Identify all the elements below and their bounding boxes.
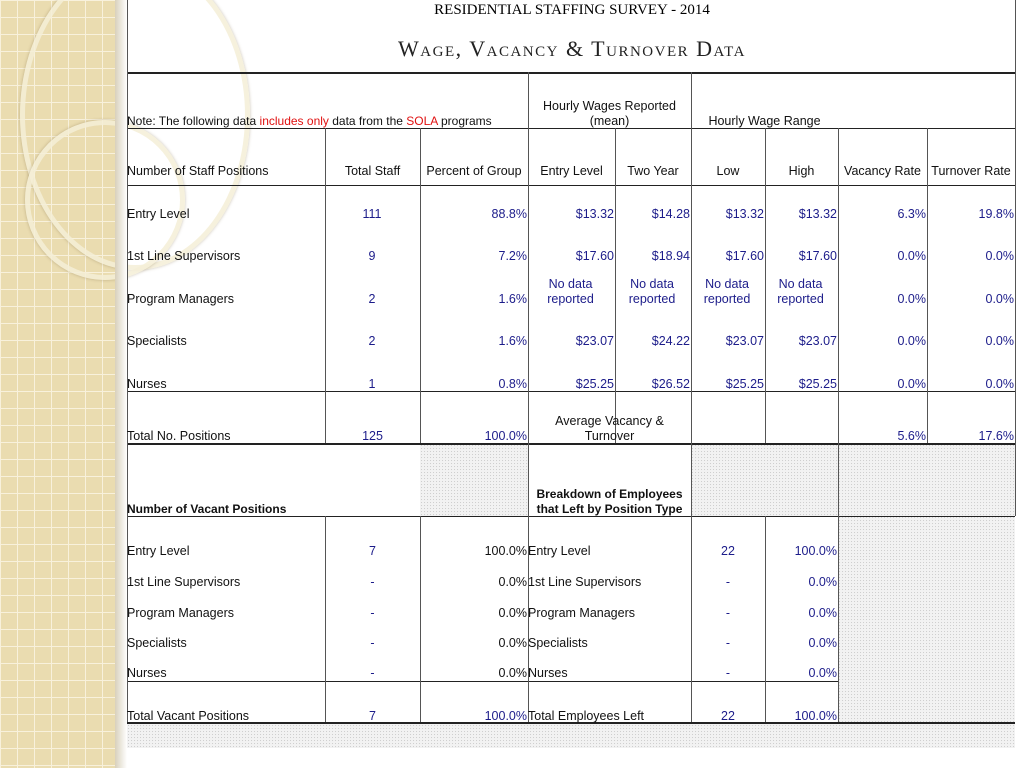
left-label: 1st Line Supervisors: [528, 575, 642, 589]
note-text: data from the: [328, 114, 407, 128]
row-label: Entry Level: [127, 207, 190, 221]
column-header: Low: [716, 164, 740, 178]
total-label: Total No. Positions: [127, 429, 231, 443]
left-total-count: 22: [721, 709, 735, 723]
data-cell: $14.28: [651, 207, 690, 221]
vacant-label: 1st Line Supervisors: [127, 575, 241, 589]
left-label: Program Managers: [528, 606, 635, 620]
data-cell: 7.2%: [498, 249, 527, 263]
grid-line: [127, 185, 1015, 186]
data-cell: 88.8%: [491, 207, 527, 221]
no-data-cell: No data reported: [628, 277, 676, 306]
data-cell: $23.07: [798, 334, 837, 348]
vacant-percent: 0.0%: [498, 575, 527, 589]
no-data-cell: No data reported: [547, 277, 594, 306]
vacant-label: Nurses: [127, 666, 167, 680]
page-title: Wage, Vacancy & Turnover Data: [398, 36, 746, 61]
vacant-count: 7: [369, 544, 376, 558]
vacant-total-percent: 100.0%: [484, 709, 527, 723]
column-header: Vacancy Rate: [844, 164, 921, 178]
left-percent: 0.0%: [808, 606, 837, 620]
data-cell: 0.0%: [985, 334, 1014, 348]
grid-line: [691, 443, 692, 516]
vacant-label: Program Managers: [127, 606, 234, 620]
vacant-count: -: [370, 606, 375, 620]
note-text: programs: [437, 114, 492, 128]
data-cell: $23.07: [575, 334, 614, 348]
note-highlight: SOLA: [406, 114, 438, 128]
data-cell: $17.60: [575, 249, 614, 263]
data-cell: 0.0%: [897, 292, 926, 306]
no-data-cell: No data reported: [703, 277, 751, 306]
data-cell: 0.8%: [498, 377, 527, 391]
left-percent: 0.0%: [808, 575, 837, 589]
column-header: Entry Level: [540, 164, 603, 178]
vacant-total-count: 7: [369, 709, 376, 723]
survey-title: RESIDENTIAL STAFFING SURVEY - 2014: [434, 2, 710, 18]
left-count: -: [725, 575, 731, 589]
vacant-label: Entry Level: [127, 544, 190, 558]
column-header: Number of Staff Positions: [127, 164, 269, 178]
row-label: Nurses: [127, 377, 167, 391]
data-cell: 0.0%: [897, 249, 926, 263]
column-header: Total Staff: [344, 164, 401, 178]
total-staff: 125: [362, 429, 383, 443]
vacant-label: Specialists: [127, 636, 187, 650]
left-percent: 100.0%: [794, 544, 837, 558]
note-highlight: includes only: [259, 114, 329, 128]
data-cell: 2: [368, 334, 376, 348]
data-cell: $13.32: [798, 207, 837, 221]
data-cell: $25.25: [725, 377, 764, 391]
data-cell: $26.52: [651, 377, 690, 391]
vacant-percent: 100.0%: [484, 544, 527, 558]
data-cell: 1.6%: [498, 292, 527, 306]
vacant-total-label: Total Vacant Positions: [127, 709, 250, 723]
row-label: Program Managers: [127, 292, 234, 306]
data-cell: $13.32: [575, 207, 614, 221]
vacant-title: Number of Vacant Positions: [127, 502, 287, 516]
spreadsheet: [127, 0, 1017, 750]
data-cell: 0.0%: [897, 334, 926, 348]
left-count: 22: [721, 544, 735, 558]
data-cell: 111: [362, 207, 382, 221]
data-cell: $13.32: [725, 207, 764, 221]
average-label: Average Vacancy &: [555, 414, 664, 428]
column-header: Percent of Group: [426, 164, 522, 178]
vacant-percent: 0.0%: [498, 636, 527, 650]
data-cell: 0.0%: [985, 249, 1014, 263]
left-label: Nurses: [528, 666, 568, 680]
data-cell: $17.60: [798, 249, 837, 263]
column-header: High: [788, 164, 815, 178]
hourly-wages-subheader: (mean): [589, 114, 630, 128]
wage-range-header: Hourly Wage Range: [708, 114, 821, 128]
data-cell: 6.3%: [897, 207, 926, 221]
no-data-cell: No data reported: [777, 277, 824, 306]
left-label: Specialists: [528, 636, 588, 650]
row-label: 1st Line Supervisors: [127, 249, 241, 263]
left-count: -: [725, 636, 731, 650]
left-total-label: Total Employees Left: [528, 709, 645, 723]
decorative-background: [0, 0, 115, 768]
data-cell: $23.07: [725, 334, 764, 348]
vacant-count: -: [370, 636, 375, 650]
gray-fill: [127, 724, 1015, 748]
left-title: Breakdown of Employees: [536, 487, 683, 501]
data-cell: $25.25: [575, 377, 614, 391]
data-cell: $17.60: [725, 249, 764, 263]
total-percent: 100.0%: [484, 429, 527, 443]
data-cell: 1.6%: [498, 334, 527, 348]
left-percent: 0.0%: [808, 666, 837, 680]
data-cell: 0.0%: [985, 377, 1014, 391]
left-percent: 0.0%: [808, 636, 837, 650]
grid-line: [127, 72, 1015, 74]
vacant-count: -: [370, 666, 375, 680]
left-count: -: [725, 666, 731, 680]
vacant-percent: 0.0%: [498, 606, 527, 620]
data-cell: $25.25: [798, 377, 837, 391]
data-cell: 0.0%: [897, 377, 926, 391]
vacant-percent: 0.0%: [498, 666, 527, 680]
note-text: Note: The following data: [127, 114, 260, 128]
gray-fill: [420, 444, 528, 516]
row-label: Specialists: [127, 334, 187, 348]
avg-turnover: 17.6%: [978, 429, 1014, 443]
data-cell: 2: [368, 292, 376, 306]
average-label: Turnover: [584, 429, 635, 443]
left-total-percent: 100.0%: [794, 709, 837, 723]
slide-edge: [115, 0, 127, 768]
hourly-wages-header: Hourly Wages Reported: [543, 99, 676, 113]
left-label: Entry Level: [528, 544, 591, 558]
data-cell: 9: [368, 249, 376, 263]
left-title: that Left by Position Type: [536, 502, 683, 516]
data-cell: 1: [368, 377, 376, 391]
left-count: -: [725, 606, 731, 620]
grid-line: [127, 681, 838, 682]
gray-fill: [691, 444, 1015, 516]
vacant-count: -: [370, 575, 375, 589]
data-cell: 0.0%: [985, 292, 1014, 306]
column-header: Turnover Rate: [931, 164, 1011, 178]
grid-line: [838, 443, 839, 516]
grid-line: [1015, 0, 1016, 516]
avg-vacancy: 5.6%: [897, 429, 926, 443]
grid-line: [838, 516, 839, 722]
data-cell: $18.94: [651, 249, 690, 263]
data-cell: 19.8%: [978, 207, 1014, 221]
gray-fill: [838, 516, 1015, 722]
column-header: Two Year: [627, 164, 679, 178]
note: [127, 114, 492, 129]
data-cell: $24.22: [651, 334, 690, 348]
